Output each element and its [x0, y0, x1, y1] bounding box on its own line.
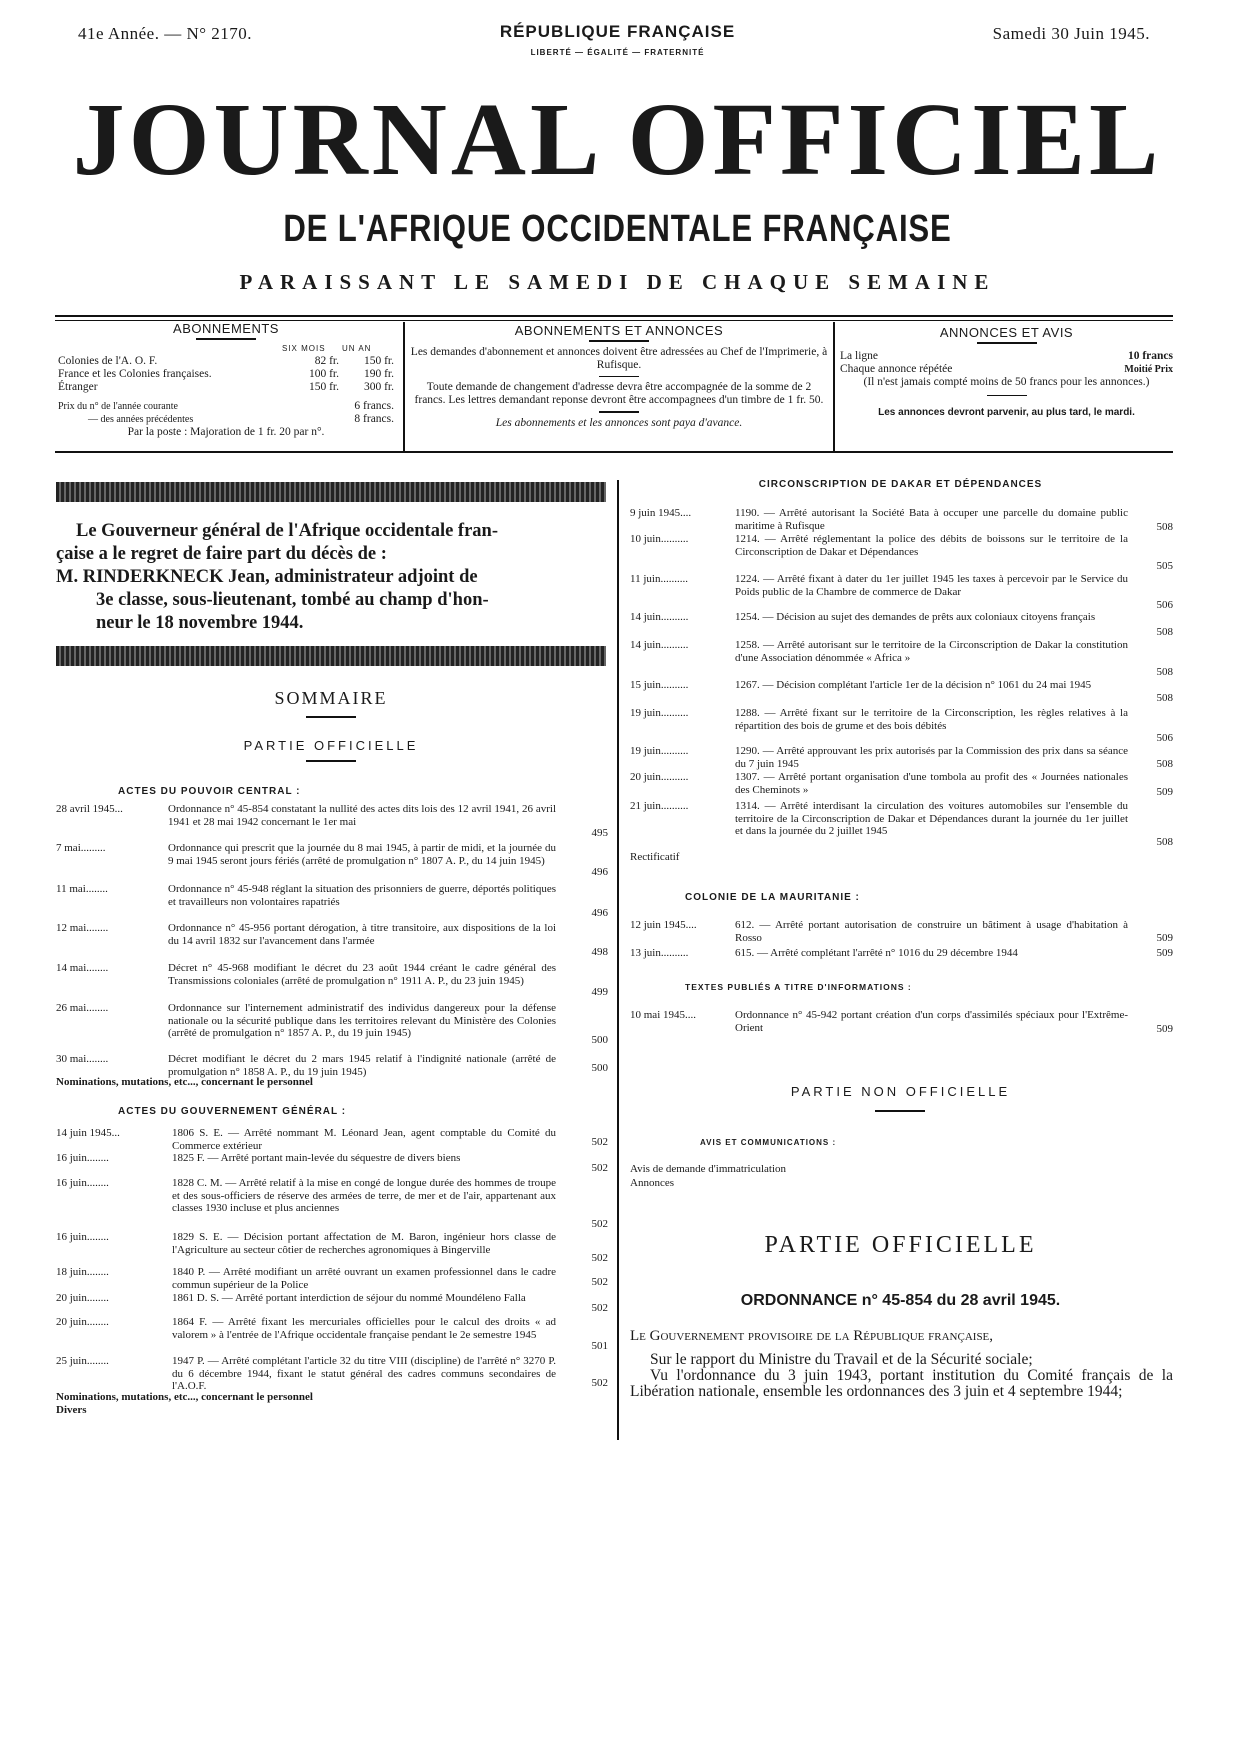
toc-entry-text: Avis de demande d'immatriculation	[630, 1163, 787, 1175]
deces-notice: Le Gouverneur général de l'Afrique occidentale fran- çaise a le regret de faire part du décès de : M. RINDERKNECK Jean, administrateur adjoint de 3e classe, sous-lieutenant, tombé au champ d'hon- neur le 18 novembre 1944.	[56, 521, 499, 633]
toc-entry	[56, 1127, 556, 1152]
toc-entry	[630, 1177, 1128, 1190]
toc-entry-date: 20 juin........	[56, 1316, 109, 1328]
prix-precedent: — des années précédentes 8 francs.	[88, 412, 394, 425]
minimum-note: (Il n'est jamais compté moins de 50 francs pour les annonces.)	[863, 375, 1150, 388]
partie-officielle-heading: PARTIE OFFICIELLE	[243, 738, 419, 753]
toc-entry-page: 502	[591, 1377, 608, 1389]
toc-entry-page: 502	[591, 1162, 608, 1174]
toc-entry-date: 12 mai........	[56, 922, 109, 934]
col-un-an: UN AN	[342, 343, 372, 353]
toc-entry-page: 508	[1156, 836, 1173, 848]
toc-entry-page: 508	[1156, 758, 1173, 770]
toc-entry	[630, 639, 1128, 664]
toc-entry-text: 1267. — Décision complétant l'article 1er de la décision n° 1061 du 24 mai 1945	[735, 679, 1092, 691]
toc-entry-date: 20 juin........	[56, 1292, 109, 1304]
ordonnance-body: Sur le rapport du Ministre du Travail et de la Sécurité sociale; Vu l'ordonnance du 3 juin 1943, portant institution du Comité français de la Libération nationale, ensemble les ordonnances des 3 juin et 4 septembre 1944;	[630, 1351, 1173, 1400]
toc-entry-page: 508	[1156, 666, 1173, 678]
toc-entry-text: 1864 F. — Arrêté fixant les mercuriales officielles pour le calcul des droits « ad valorem » à l'entrée de l'Afrique occidentale française pendant le 2e semestre 1945	[172, 1316, 556, 1341]
adresse-note: Les demandes d'abonnement et annonces doivent être adressées au Chef de l'Imprimerie, à Rufisque.	[410, 345, 828, 371]
toc-entry-text: 612. — Arrêté portant autorisation de construire un bâtiment à usage d'habitation à Rosso	[735, 919, 1128, 944]
toc-entry	[56, 1053, 556, 1078]
toc-entry	[630, 611, 1128, 624]
box-separator	[833, 322, 835, 452]
toc-entry-date: 16 juin........	[56, 1231, 109, 1243]
toc-entry	[56, 1231, 556, 1256]
toc-entry-text: 1224. — Arrêté fixant à dater du 1er juillet 1945 les taxes à percevoir par le Service du Poids public de la Chambre de commerce de Dakar	[735, 573, 1128, 598]
republic-heading: RÉPUBLIQUE FRANÇAISE	[499, 22, 736, 41]
toc-entry-date: 11 mai........	[56, 883, 108, 895]
toc-entry-date: 7 mai.........	[56, 842, 106, 854]
toc-entry-page: 509	[1156, 1023, 1173, 1035]
toc-entry-page: 495	[591, 827, 608, 839]
col-six-mois: SIX MOIS	[282, 343, 326, 353]
toc-entry-text: Annonces	[630, 1177, 674, 1189]
toc-entry-page: 509	[1156, 786, 1173, 798]
annonces-avis-heading: ANNONCES ET AVIS	[939, 325, 1074, 340]
toc-entry-date: 26 mai........	[56, 1002, 109, 1014]
toc-entry	[56, 1404, 556, 1417]
mourning-band-top	[56, 482, 606, 502]
toc-entry	[56, 803, 556, 828]
ligne-tarif: La ligne 10 francs	[840, 349, 1173, 362]
gouvernement-line: Le Gouvernement provisoire de la République française,	[630, 1328, 994, 1344]
toc-entry-text: Divers	[56, 1404, 87, 1416]
dakar-heading: CIRCONSCRIPTION DE DAKAR ET DÉPENDANCES	[758, 479, 1043, 490]
toc-entry	[56, 842, 556, 867]
toc-entry-date: 14 mai........	[56, 962, 109, 974]
journal-subtitle: DE L'AFRIQUE OCCIDENTALE FRANÇAISE	[283, 208, 952, 250]
toc-entry-text: Ordonnance n° 45-854 constatant la nullité des actes dits lois des 12 avril 1941, 26 avril 1941 et 28 mai 1942 concernant le 1er mai	[168, 803, 556, 828]
toc-entry-page: 502	[591, 1302, 608, 1314]
toc-entry-text: 1214. — Arrêté réglementant la police des débits de boissons sur le territoire de la Circonscription de Dakar et Dépendances	[735, 533, 1128, 558]
toc-entry-page: 508	[1156, 626, 1173, 638]
toc-entry-page: 500	[591, 1062, 608, 1074]
toc-entry-date: 28 avril 1945...	[56, 803, 123, 815]
avis-communications-heading: AVIS ET COMMUNICATIONS :	[700, 1138, 837, 1147]
toc-entry	[56, 1002, 556, 1040]
toc-entry-text: Nominations, mutations, etc..., concernant le personnel	[56, 1076, 313, 1088]
toc-entry-page: 508	[1156, 521, 1173, 533]
toc-entry-text: 1947 P. — Arrêté complétant l'article 32 du titre VIII (discipline) de l'arrêté n° 3270 P. du 6 décembre 1944, fixant le statut général des cadres communs secondaires de l'A.O.F.	[172, 1355, 556, 1393]
abonnements-annonces-heading: ABONNEMENTS ET ANNONCES	[514, 323, 724, 338]
textes-heading: TEXTES PUBLIÉS A TITRE D'INFORMATIONS :	[685, 982, 912, 992]
toc-entry	[630, 507, 1128, 532]
sommaire-title: SOMMAIRE	[274, 688, 388, 708]
toc-entry	[630, 947, 1128, 960]
toc-entry-date: 25 juin........	[56, 1355, 109, 1367]
paiement-note: Les abonnements et les annonces sont paya d'avance.	[495, 416, 743, 429]
toc-entry	[630, 745, 1128, 770]
toc-entry-date: 19 juin..........	[630, 707, 689, 719]
header-rule-bottom	[55, 451, 1173, 453]
partie-officielle-title: PARTIE OFFICIELLE	[764, 1232, 1037, 1258]
toc-entry-text: Nominations, mutations, etc..., concernant le personnel	[56, 1391, 313, 1403]
toc-entry-page: 500	[591, 1034, 608, 1046]
poste-majoration: Par la poste : Majoration de 1 fr. 20 par n°.	[127, 425, 325, 438]
abonnements-heading: ABONNEMENTS	[173, 321, 279, 336]
mourning-band-bottom	[56, 646, 606, 666]
abonnements-box	[58, 322, 394, 439]
toc-entry-text: 1190. — Arrêté autorisant la Société Bata à occuper une parcelle du domaine public maritime à Rufisque	[735, 507, 1128, 532]
abonnements-annonces-box	[410, 324, 828, 430]
toc-entry-text: Rectificatif	[630, 851, 680, 863]
toc-entry-date: 14 juin 1945...	[56, 1127, 120, 1139]
toc-entry	[630, 1009, 1128, 1034]
deadline-note: Les annonces devront parvenir, au plus tard, le mardi.	[878, 407, 1135, 418]
toc-entry-page: 499	[591, 986, 608, 998]
toc-entry-page: 498	[591, 946, 608, 958]
issue-number: 41e Année. — N° 2170.	[78, 24, 253, 43]
toc-entry-page: 496	[591, 866, 608, 878]
toc-entry-page: 509	[1156, 932, 1173, 944]
toc-entry-text: 1840 P. — Arrêté modifiant un arrêté ouvrant un examen professionnel dans le cadre commun supérieur de la Police	[172, 1266, 556, 1291]
header-rule-top	[55, 315, 1173, 317]
toc-entry-date: 13 juin..........	[630, 947, 689, 959]
toc-entry-text: Décret modifiant le décret du 2 mars 1945 relatif à l'indignité nationale (arrêté de promulgation n° 1858 A. P., du 19 juin 1945)	[168, 1053, 556, 1078]
toc-entry-page: 506	[1156, 732, 1173, 744]
toc-entry	[56, 1355, 556, 1393]
toc-entry-date: 11 juin..........	[630, 573, 688, 585]
toc-entry-date: 9 juin 1945....	[630, 507, 692, 519]
toc-entry	[56, 1152, 556, 1165]
box-separator	[403, 322, 405, 452]
toc-entry-date: 10 juin..........	[630, 533, 689, 545]
toc-entry-text: 1806 S. E. — Arrêté nommant M. Léonard Jean, agent comptable du Comité du Commerce extérieur	[172, 1127, 556, 1152]
toc-entry-page: 502	[591, 1218, 608, 1230]
toc-entry	[56, 1292, 556, 1305]
repete-tarif: Chaque annonce répétée Moitié Prix	[840, 362, 1173, 375]
toc-entry-page: 508	[1156, 692, 1173, 704]
ordonnance-title: ORDONNANCE n° 45-854 du 28 avril 1945.	[740, 1292, 1061, 1309]
toc-entry-date: 20 juin..........	[630, 771, 689, 783]
toc-entry-page: 506	[1156, 599, 1173, 611]
toc-entry-text: 615. — Arrêté complétant l'arrêté n° 1016 du 29 décembre 1944	[735, 947, 1018, 959]
divider	[306, 716, 356, 718]
toc-entry-text: Ordonnance sur l'internement administratif des individus dangereux pour la défense nationale ou la sécurité publique dans les territoires relevant du Ministère des Colonies (arrêté de promulgation n° 1857 A. P., du 19 juin 1945)	[168, 1002, 556, 1040]
toc-entry	[630, 771, 1128, 796]
prix-courant: Prix du n° de l'année courante 6 francs.	[58, 399, 394, 412]
toc-entry	[56, 1391, 556, 1404]
tarif-row: Étranger 150 fr. 300 fr.	[58, 380, 394, 393]
toc-entry-date: 18 juin........	[56, 1266, 109, 1278]
divider	[306, 760, 356, 762]
toc-entry-date: 14 juin..........	[630, 611, 689, 623]
toc-entry-text: 1288. — Arrêté fixant sur le territoire de la Circonscription, les règles relatives à la répartition des bois de grume et des bois débités	[735, 707, 1128, 732]
toc-entry-page: 502	[591, 1136, 608, 1148]
changement-adresse-note: Toute demande de changement d'adresse devra être accompagnée de la somme de 2 francs. Les lettres demandant reponse devront être accompagnees d'un timbre de 1 fr. 50.	[414, 381, 824, 406]
toc-entry-date: 14 juin..........	[630, 639, 689, 651]
toc-entry-text: 1307. — Arrêté portant organisation d'une tombola au profit des « Journées nationales des Cheminots »	[735, 771, 1128, 796]
actes-general-heading: ACTES DU GOUVERNEMENT GÉNÉRAL :	[118, 1106, 347, 1117]
toc-entry	[56, 962, 556, 987]
tarif-row: Colonies de l'A. O. F. 82 fr. 150 fr.	[58, 354, 394, 367]
toc-entry-text: 1828 C. M. — Arrêté relatif à la mise en congé de longue durée des hommes de troupe et des sous-officiers de réserve des armées de terre, de mer et de l'air, appartenant aux classes 1930 incluse et plus anciennes	[172, 1177, 556, 1215]
toc-entry	[56, 922, 556, 947]
annonces-avis-box	[840, 326, 1173, 419]
issue-date: Samedi 30 Juin 1945.	[992, 24, 1150, 43]
toc-entry-date: 16 juin........	[56, 1177, 109, 1189]
toc-entry-page: 502	[591, 1252, 608, 1264]
toc-entry-text: 1825 F. — Arrêté portant main-levée du séquestre de divers biens	[172, 1152, 461, 1164]
toc-entry-text: Ordonnance n° 45-942 portant création d'un corps d'assimilés spéciaux pour l'Extrême-Orient	[735, 1009, 1128, 1034]
toc-entry-date: 30 mai........	[56, 1053, 109, 1065]
toc-entry-text: 1829 S. E. — Décision portant affectation de M. Baron, ingénieur hors classe de l'Agriculture au secteur côtier de recherches agronomiques à Bingerville	[172, 1231, 556, 1256]
toc-entry-page: 496	[591, 907, 608, 919]
divider	[875, 1110, 925, 1112]
toc-entry	[630, 800, 1128, 838]
toc-entry-page: 502	[591, 1276, 608, 1288]
toc-entry-text: Décret n° 45-968 modifiant le décret du 23 août 1944 créant le cadre général des Transmissions coloniales (arrêté de promulgation n° 1911 A. P., du 23 juin 1945)	[168, 962, 556, 987]
toc-entry-date: 10 mai 1945....	[630, 1009, 696, 1021]
toc-entry	[630, 919, 1128, 944]
toc-entry-page: 501	[591, 1340, 608, 1352]
mauritanie-heading: COLONIE DE LA MAURITANIE :	[685, 892, 860, 903]
journal-title: JOURNAL OFFICIEL	[72, 82, 1163, 197]
toc-entry-page: 505	[1156, 560, 1173, 572]
toc-entry	[630, 1163, 1128, 1176]
toc-entry	[630, 533, 1128, 558]
partie-non-officielle-heading: PARTIE NON OFFICIELLE	[790, 1084, 1011, 1099]
toc-entry-text: 1290. — Arrêté approuvant les prix autorisés par la Commission des prix dans sa séance du 7 juin 1945	[735, 745, 1128, 770]
toc-entry	[56, 1266, 556, 1291]
toc-entry-date: 16 juin........	[56, 1152, 109, 1164]
toc-entry	[630, 707, 1128, 732]
toc-entry-page: 509	[1156, 947, 1173, 959]
toc-entry-text: 1258. — Arrêté autorisant sur le territoire de la Circonscription de Dakar la constitution d'une Association dénommée « Africa »	[735, 639, 1128, 664]
republic-motto: LIBERTÉ — ÉGALITÉ — FRATERNITÉ	[530, 48, 705, 57]
toc-entry	[630, 679, 1128, 692]
toc-entry	[630, 851, 1128, 864]
column-divider	[617, 480, 619, 1440]
publication-frequency: PARAISSANT LE SAMEDI DE CHAQUE SEMAINE	[239, 270, 996, 294]
toc-entry-date: 15 juin..........	[630, 679, 689, 691]
toc-entry-date: 12 juin 1945....	[630, 919, 697, 931]
toc-entry-text: Ordonnance n° 45-948 réglant la situation des prisonniers de guerre, déportés politiques et travailleurs non volontaires rapatriés	[168, 883, 556, 908]
toc-entry	[56, 1316, 556, 1341]
toc-entry	[56, 1076, 556, 1089]
tarif-row: France et les Colonies françaises. 100 fr. 190 fr.	[58, 367, 394, 380]
toc-entry-text: Ordonnance qui prescrit que la journée du 8 mai 1945, à partir de midi, et la journée du 9 mai 1945 seront jours fériés (arrêté de promulgation n° 1807 A. P., du 14 juin 1945)	[168, 842, 556, 867]
toc-entry	[56, 883, 556, 908]
toc-entry-text: 1314. — Arrêté interdisant la circulation des voitures automobiles sur l'ensemble du territoire de la Circonscription de Dakar et Dépendances durant la journée du 1er juillet et dans la journée du 2 juillet 1945	[735, 800, 1128, 838]
toc-entry-text: 1861 D. S. — Arrêté portant interdiction de séjour du nommé Moundéleno Falla	[172, 1292, 526, 1304]
toc-entry-text: 1254. — Décision au sujet des demandes de prêts aux coloniaux citoyens français	[735, 611, 1096, 623]
toc-entry-date: 21 juin..........	[630, 800, 689, 812]
toc-entry	[56, 1177, 556, 1215]
actes-central-heading: ACTES DU POUVOIR CENTRAL :	[118, 786, 301, 797]
toc-entry-text: Ordonnance n° 45-956 portant dérogation, à titre transitoire, aux dispositions de la loi du 14 avril 1832 sur l'avancement dans l'armée	[168, 922, 556, 947]
toc-entry-date: 19 juin..........	[630, 745, 689, 757]
toc-entry	[630, 573, 1128, 598]
